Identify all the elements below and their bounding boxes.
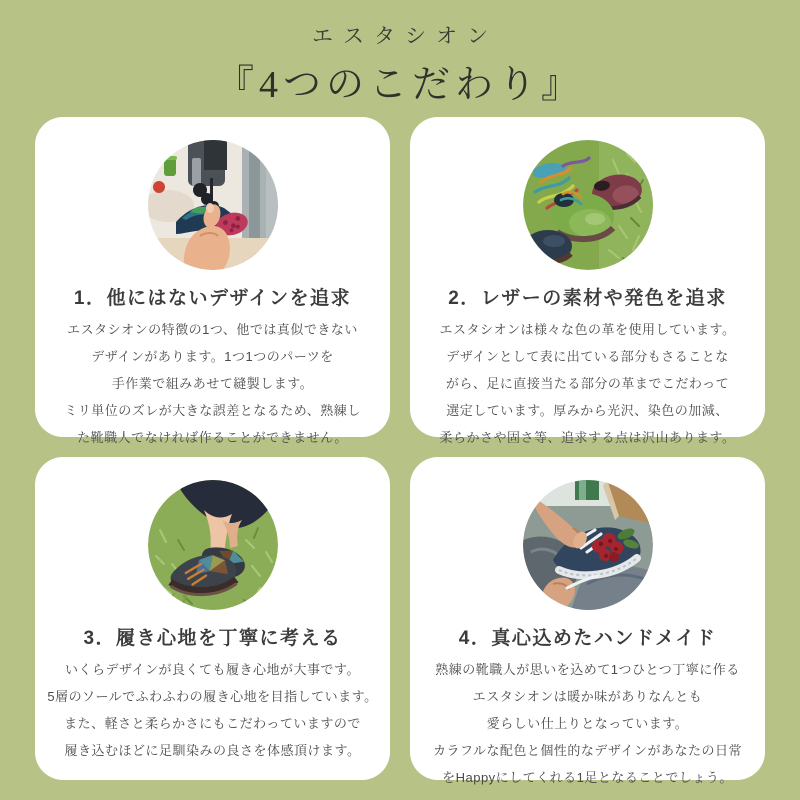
feature-grid: [35, 117, 765, 785]
card-title: 4．真心込めたハンドメイド: [458, 628, 717, 649]
body-line: いくらデザインが良くても履き心地が大事です。: [64, 662, 361, 677]
card-title: 1．他にはないデザインを追求: [73, 288, 352, 309]
body-line: ミリ単位のズレが大きな誤差となるため、熟練し: [64, 403, 361, 418]
walking-feet-photo: [148, 480, 278, 610]
body-line: をHappyにしてくれる1足となることでしょう。: [442, 770, 733, 785]
feature-card-design: [35, 117, 390, 445]
body-line: デザインとして表に出ている部分もさることな: [446, 349, 729, 364]
feature-card-handmade: [410, 457, 765, 785]
handmade-shoe-photo: [523, 480, 653, 610]
card-title: 2．レザーの素材や発色を追求: [448, 288, 727, 309]
body-line: エスタシオンは暖か味がありなんとも: [472, 689, 703, 704]
card-title: 3．履き心地を丁寧に考える: [83, 628, 342, 649]
body-line: エスタシオンは様々な色の革を使用しています。: [439, 322, 736, 337]
body-line: 熟練の靴職人が思いを込めて1つひとつ丁寧に作る: [435, 662, 740, 677]
card-body: [410, 656, 765, 791]
body-line: 5層のソールでふわふわの履き心地を目指しています。: [47, 689, 378, 704]
brand-name: エスタシオン: [312, 24, 498, 48]
card-body: [410, 316, 765, 451]
body-line: 履き込むほどに足馴染みの良さを体感頂けます。: [64, 743, 361, 758]
body-line: 手作業で組みあせて縫製します。: [111, 376, 314, 391]
page-header: [0, 0, 800, 117]
feature-card-leather: [410, 117, 765, 445]
body-line: 愛らしい仕上りとなっています。: [486, 716, 689, 731]
page-title: 『4つのこだわり』: [215, 64, 584, 106]
body-line: 柔らかさや固さ等、追求する点は沢山あります。: [439, 430, 736, 445]
body-line: た靴職人でなければ作ることができません。: [77, 430, 348, 445]
body-line: カラフルな配色と個性的なデザインがあなたの日常: [432, 743, 743, 758]
feature-card-comfort: [35, 457, 390, 780]
body-line: がら、足に直接当たる部分の革までこだわって: [445, 376, 730, 391]
body-line: また、軽さと柔らかさにもこだわっていますので: [64, 716, 361, 731]
body-line: 選定しています。厚みから光沢、染色の加減、: [446, 403, 729, 418]
card-body: [35, 656, 390, 764]
sewing-machine-photo: [148, 140, 278, 270]
colorful-shoes-on-grass-photo: [523, 140, 653, 270]
body-line: エスタシオンの特徴の1つ、他では真似できない: [67, 322, 358, 337]
card-body: [35, 316, 390, 451]
body-line: デザインがあります。1つ1つのパーツを: [91, 349, 334, 364]
